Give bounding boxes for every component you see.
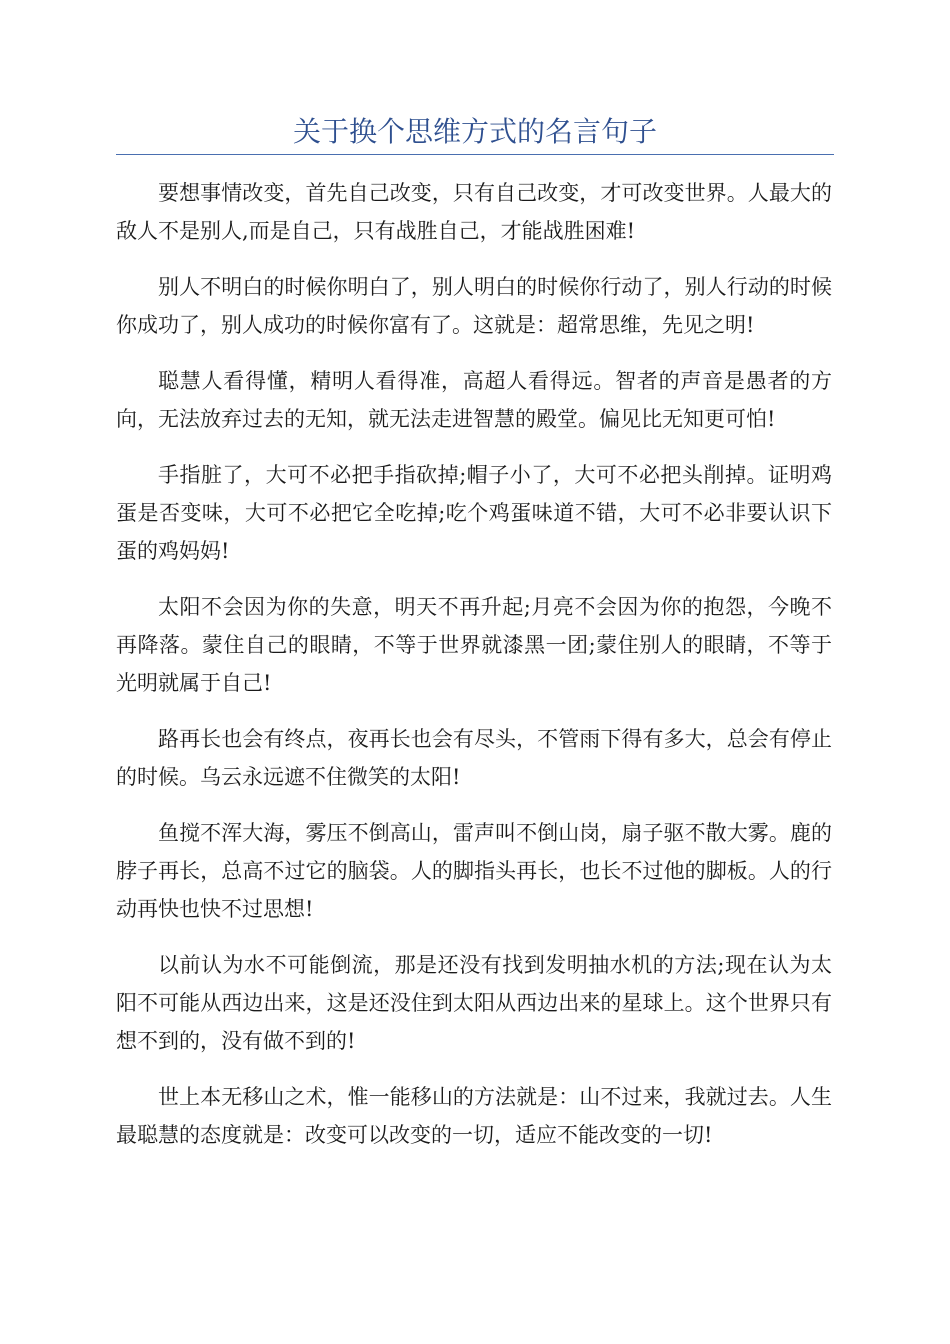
- paragraph-3: 聪慧人看得懂，精明人看得准，高超人看得远。智者的声音是愚者的方向，无法放弃过去的无知，就无法走进智慧的殿堂。偏见比无知更可怕!: [116, 369, 832, 431]
- document-body: [116, 174, 832, 1172]
- paragraph-5: 太阳不会因为你的失意，明天不再升起;月亮不会因为你的抱怨，今晚不再降落。蒙住自己的眼睛，不等于世界就漆黑一团;蒙住别人的眼睛，不等于光明就属于自己!: [116, 595, 832, 695]
- title-underline-rule: [116, 154, 834, 155]
- paragraph-6: 路再长也会有终点，夜再长也会有尽头，不管雨下得有多大，总会有停止的时候。乌云永远遮不住微笑的太阳!: [116, 727, 832, 789]
- document-title: 关于换个思维方式的名言句子: [292, 115, 657, 148]
- paragraph-1: 要想事情改变，首先自己改变，只有自己改变，才可改变世界。人最大的敌人不是别人,而是自己，只有战胜自己，才能战胜困难!: [116, 181, 832, 243]
- paragraph-4: 手指脏了，大可不必把手指砍掉;帽子小了，大可不必把头削掉。证明鸡蛋是否变味，大可不必把它全吃掉;吃个鸡蛋味道不错，大可不必非要认识下蛋的鸡妈妈!: [116, 463, 832, 563]
- paragraph-7: 鱼搅不浑大海，雾压不倒高山，雷声叫不倒山岗，扇子驱不散大雾。鹿的脖子再长，总高不过它的脑袋。人的脚指头再长，也长不过他的脚板。人的行动再快也快不过思想!: [116, 821, 832, 921]
- paragraph-9: 世上本无移山之术，惟一能移山的方法就是：山不过来，我就过去。人生最聪慧的态度就是：改变可以改变的一切，适应不能改变的一切!: [116, 1085, 832, 1147]
- paragraph-2: 别人不明白的时候你明白了，别人明白的时候你行动了，别人行动的时候你成功了，别人成功的时候你富有了。这就是：超常思维，先见之明!: [116, 275, 832, 337]
- paragraph-8: 以前认为水不可能倒流，那是还没有找到发明抽水机的方法;现在认为太阳不可能从西边出来，这是还没住到太阳从西边出来的星球上。这个世界只有想不到的，没有做不到的!: [116, 953, 832, 1053]
